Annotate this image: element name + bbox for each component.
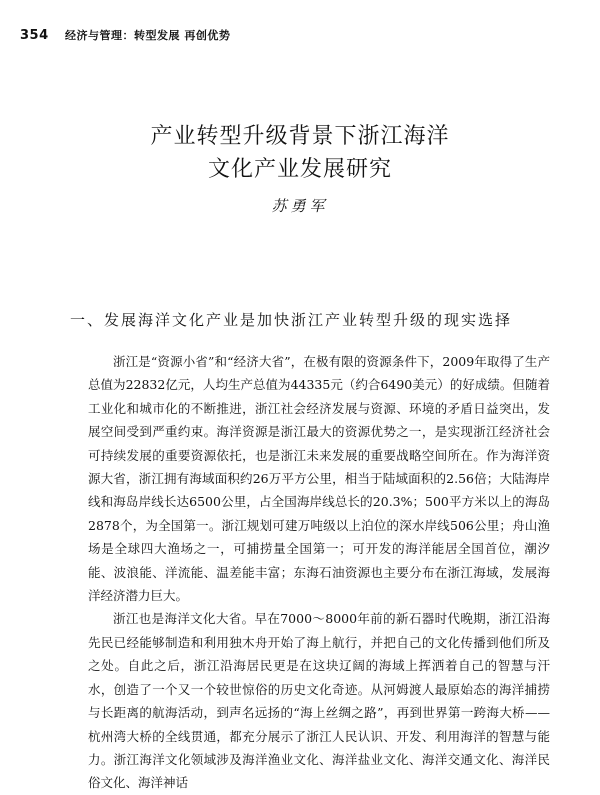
article-title: [0, 120, 600, 186]
paragraph: 浙江是“资源小省”和“经济大省”，在极有限的资源条件下，2009年取得了生产总值为22832亿元，人均生产总值为44335元（约合6490美元）的好成绩。但随着工业化和城市化的不断推进，浙江社会经济发展与资源、环境的矛盾日益突出，发展空间受到严重约束。海洋资源是浙江最大的资源优势之一，是实现浙江经济社会可持续发展的重要资源依托，也是浙江未来发展的重要战略空间所在。作为海洋资源大省，浙江拥有海域面积约26万平方公里，相当于陆域面积的2.56倍；大陆海岸线和海岛岸线长达6500公里，占全国海岸线总长的20.3%；500平方米以上的海岛2878个，为全国第一。浙江规划可建万吨级以上泊位的深水岸线506公里；舟山渔场是全球四大渔场之一，可捕捞量全国第一；可开发的海洋能居全国首位，潮汐能、波浪能、洋流能、温差能丰富；东海石油资源也主要分布在浙江海域，发展海洋经济潜力巨大。: [88, 354, 550, 604]
page-number: 354: [20, 28, 49, 43]
running-head: [20, 27, 230, 43]
running-head-text: 经济与管理：转型发展 再创优势: [64, 29, 231, 42]
body-text: [88, 350, 550, 795]
author-name: 苏勇军: [271, 197, 329, 215]
article-title-line-1: 产业转型升级背景下浙江海洋: [150, 124, 450, 149]
section-heading: 一、发展海洋文化产业是加快浙江产业转型升级的现实选择: [70, 311, 513, 329]
article-title-line-2: 文化产业发展研究: [207, 157, 392, 182]
paragraph: 浙江也是海洋文化大省。早在7000～8000年前的新石器时代晚期，浙江沿海先民已经能够制造和利用独木舟开始了海上航行，并把自己的文化传播到他们所及之处。自此之后，浙江沿海居民更是在这块辽阔的海域上挥洒着自己的智慧与汗水，创造了一个又一个较世惊俗的历史文化奇迹。从河姆渡人最原始态的海洋捕捞与长距离的航海活动，到声名远扬的“海上丝绸之路”，再到世界第一跨海大桥——杭州湾大桥的全线贯通，都充分展示了浙江人民认识、开发、利用海洋的智慧与能力。浙江海洋文化领域涉及海洋渔业文化、海洋盐业文化、海洋交通文化、海洋民俗文化、海洋神话: [88, 611, 550, 791]
